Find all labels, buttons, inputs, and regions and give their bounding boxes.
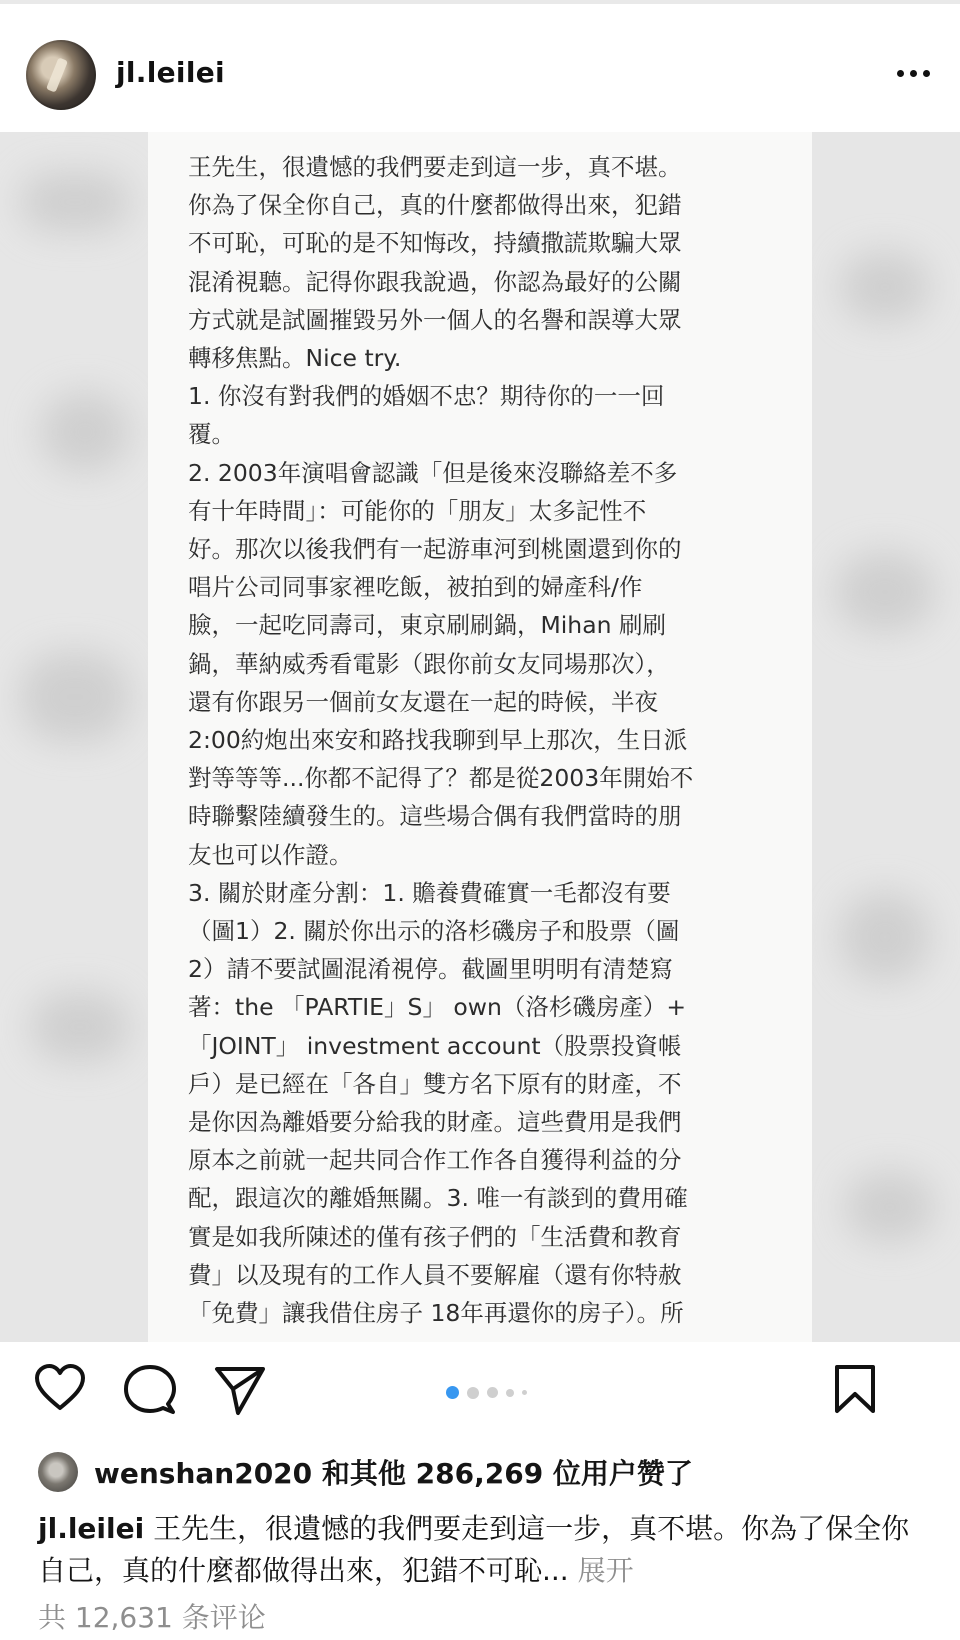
statement-line: 覆。 xyxy=(188,420,235,449)
post-image[interactable] xyxy=(0,132,960,1342)
statement-line: 2:00約炮出來安和路找我聊到早上那次，生日派 xyxy=(188,726,688,755)
statement-line: （圖1）2. 關於你出示的洛杉磯房子和股票（圖 xyxy=(188,917,680,946)
statement-line: 轉移焦點。Nice try. xyxy=(188,344,402,373)
carousel-dot xyxy=(522,1390,527,1395)
statement-line: 友也可以作證。 xyxy=(188,840,353,869)
statement-line: 原本之前就一起共同合作工作各自獲得利益的分 xyxy=(188,1146,682,1175)
statement-line: 混淆視聽。記得你跟我說過，你認為最好的公關 xyxy=(188,267,682,296)
statement-line: 「免費」讓我借住房子 18年再還你的房子）。所 xyxy=(188,1299,684,1328)
expand-caption-link[interactable]: 展开 xyxy=(568,1554,634,1587)
likes-row[interactable] xyxy=(38,1450,693,1494)
statement-line: 配，跟這次的離婚無關。3. 唯一有談到的費用確 xyxy=(188,1184,688,1213)
carousel-dot xyxy=(446,1386,459,1399)
carousel-dot xyxy=(467,1387,479,1399)
caption-text: 王先生，很遺憾的我們要走到這一步，真不堪。你為了保全你自己，真的什麼都做得出來，犯錯不可恥... xyxy=(38,1512,910,1587)
carousel-dot xyxy=(506,1389,514,1397)
statement-line: 時聯繫陸續發生的。這些場合偶有我們當時的朋 xyxy=(188,802,682,831)
statement-line: 你為了保全你自己，真的什麼都做得出來，犯錯 xyxy=(188,191,682,220)
statement-text xyxy=(188,148,788,1332)
caption-username[interactable]: jl.leilei xyxy=(38,1512,145,1545)
statement-line: 鍋，華納威秀看電影（跟你前女友同場那次）， xyxy=(188,649,670,678)
comment-icon[interactable] xyxy=(124,1364,176,1420)
statement-line: 「JOINT」 investment account（股票投資帳 xyxy=(188,1031,682,1060)
view-comments-link[interactable]: 共 12,631 条评论 xyxy=(38,1601,266,1634)
author-username[interactable]: jl.leilei xyxy=(116,56,225,89)
statement-line: 唱片公司同事家裡吃飯，被拍到的婦產科/作 xyxy=(188,573,643,602)
send-icon[interactable] xyxy=(214,1364,266,1420)
statement-line: 2）請不要試圖混淆視停。截圖里明明有清楚寫 xyxy=(188,955,673,984)
ellipsis-icon[interactable] xyxy=(897,70,930,77)
statement-line: 是你因為離婚要分給我的財產。這些費用是我們 xyxy=(188,1108,682,1137)
carousel-dot xyxy=(487,1387,498,1398)
statement-line: 1. 你沒有對我們的婚姻不忠？期待你的一一回 xyxy=(188,382,665,411)
action-bar xyxy=(0,1352,960,1432)
post-caption xyxy=(38,1508,928,1592)
statement-line: 不可恥，可恥的是不知悔改，持續撒謊欺騙大眾 xyxy=(188,229,682,258)
statement-line: 實是如我所陳述的僅有孩子們的「生活費和教育 xyxy=(188,1222,682,1251)
statement-line: 還有你跟另一個前女友還在一起的時候，半夜 xyxy=(188,687,658,716)
statement-line: 好。那次以後我們有一起游車河到桃園還到你的 xyxy=(188,535,682,564)
statement-line: 3. 關於財產分割：1. 贍養費確實一毛都沒有要 xyxy=(188,878,671,907)
statement-line: 費」以及現有的工作人員不要解雇（還有你特赦 xyxy=(188,1260,682,1289)
statement-line: 王先生，很遺憾的我們要走到這一步，真不堪。 xyxy=(188,153,682,181)
liker-avatar xyxy=(38,1452,78,1492)
statement-line: 臉，一起吃同壽司，東京刷刷鍋，Mihan 刷刷 xyxy=(188,611,666,640)
statement-line: 方式就是試圖摧毀另外一個人的名譽和誤導大眾 xyxy=(188,305,682,334)
statement-line: 著：the 「PARTIE」S」 own（洛杉磯房產）+ xyxy=(188,993,687,1022)
post-header xyxy=(0,4,960,133)
bookmark-icon[interactable] xyxy=(834,1364,876,1418)
statement-line: 有十年時間」：可能你的「朋友」太多記性不 xyxy=(188,496,647,525)
statement-line: 2. 2003年演唱會認識「但是後來沒聯絡差不多 xyxy=(188,458,678,487)
statement-line: 對等等等...你都不記得了？都是從2003年開始不 xyxy=(188,764,694,793)
heart-icon[interactable] xyxy=(34,1364,86,1416)
statement-document xyxy=(148,132,812,1342)
statement-line: 戶）是已經在「各自」雙方名下原有的財產，不 xyxy=(188,1069,682,1098)
carousel-indicator xyxy=(446,1386,527,1399)
likes-count[interactable]: wenshan2020 和其他 286,269 位用户赞了 xyxy=(94,1457,693,1490)
author-avatar[interactable] xyxy=(26,40,96,110)
